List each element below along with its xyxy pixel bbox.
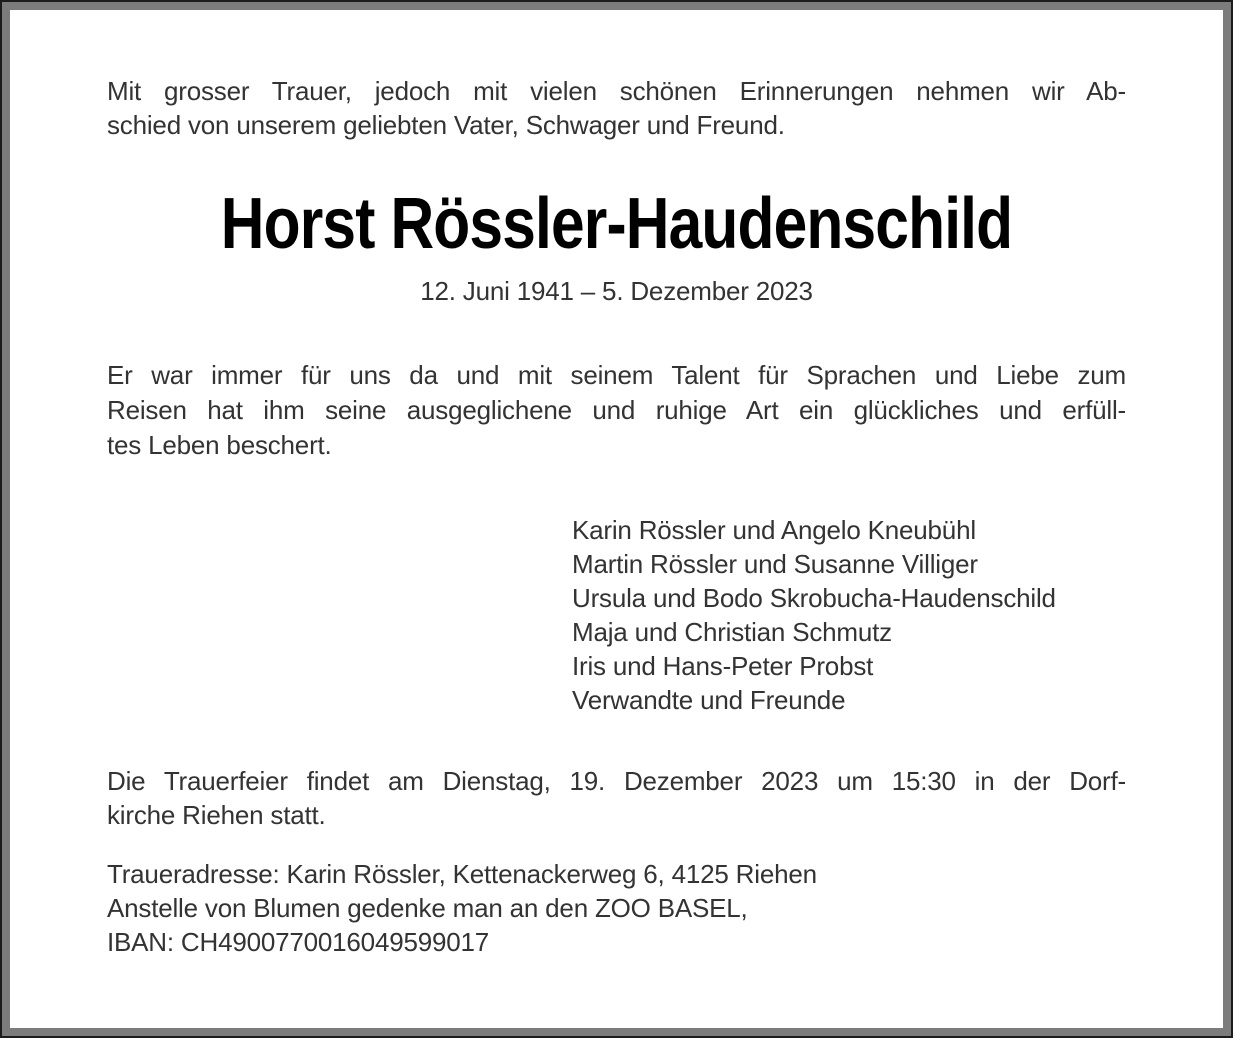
iban-line: IBAN: CH4900770016049599017 — [107, 927, 490, 957]
mourner-line: Ursula und Bodo Skrobucha-Haudenschild — [572, 583, 1056, 613]
notice-frame — [2, 2, 1231, 1036]
eulogy-paragraph — [107, 358, 1126, 463]
contact-paragraph — [107, 857, 1126, 959]
eulogy-line: tes Leben beschert. — [107, 430, 332, 460]
service-line: kirche Riehen statt. — [107, 800, 326, 830]
mourner-line: Iris und Hans-Peter Probst — [572, 651, 874, 681]
intro-line: schied von unserem geliebten Vater, Schwager und Freund. — [107, 110, 785, 140]
mourners-list — [572, 513, 1126, 717]
eulogy-line: Reisen hat ihm seine ausgeglichene und ruhige Art ein glückliches und erfüll- — [107, 395, 1126, 425]
mourning-address-line: Traueradresse: Karin Rössler, Kettenackerweg 6, 4125 Riehen — [107, 859, 817, 889]
service-paragraph — [107, 764, 1126, 832]
service-line: Die Trauerfeier findet am Dienstag, 19. Dezember 2023 um 15:30 in der Dorf- — [107, 766, 1126, 796]
mourner-line: Karin Rössler und Angelo Kneubühl — [572, 515, 976, 545]
eulogy-line: Er war immer für uns da und mit seinem Talent für Sprachen und Liebe zum — [107, 360, 1126, 390]
intro-paragraph — [107, 74, 1126, 142]
donation-note-line: Anstelle von Blumen gedenke man an den ZOO BASEL, — [107, 893, 748, 923]
intro-line: Mit grosser Trauer, jedoch mit vielen schönen Erinnerungen nehmen wir Ab- — [107, 76, 1126, 106]
mourner-line: Martin Rössler und Susanne Villiger — [572, 549, 978, 579]
life-dates: 12. Juni 1941 – 5. Dezember 2023 — [420, 276, 813, 306]
mourner-line: Verwandte und Freunde — [572, 685, 846, 715]
mourner-line: Maja und Christian Schmutz — [572, 617, 892, 647]
title-block — [107, 186, 1126, 308]
obituary-page — [10, 10, 1223, 1028]
deceased-name: Horst Rössler-Haudenschild — [220, 184, 1013, 264]
